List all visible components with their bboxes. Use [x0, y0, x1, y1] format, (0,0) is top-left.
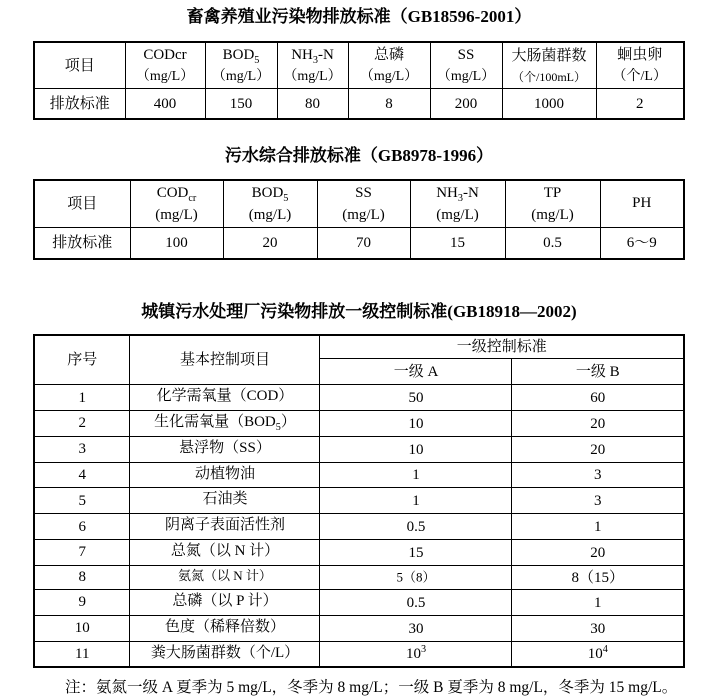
param-text: NH: [436, 184, 458, 201]
param-text: SS: [355, 184, 372, 201]
table2-corner-cell: 项目: [34, 180, 130, 228]
table1-value-tp: 8: [348, 88, 430, 119]
table3-title: 城镇污水处理厂污染物排放一级控制标准(GB18918—2002): [141, 301, 577, 321]
value-b-text: 3: [593, 467, 602, 484]
item-text: 粪大肠菌群数（个/L）: [150, 644, 300, 661]
value-a-text: 0.5: [406, 594, 426, 611]
value-a-superscript: 3: [420, 644, 427, 656]
table3-header-item: 基本控制项目: [130, 335, 320, 385]
table2-header-codcr: [130, 180, 223, 228]
row-no: 11: [34, 641, 130, 667]
item-text: 色度（稀释倍数）: [164, 618, 285, 635]
table-row: [34, 641, 684, 667]
table1-header-coliform: [502, 42, 596, 88]
section-livestock-standard: [0, 7, 718, 120]
param-text-post: -N: [462, 184, 479, 201]
row-item: [130, 411, 320, 437]
param-text: BOD: [222, 46, 255, 63]
item-text: 化学需氧量（COD）: [156, 388, 294, 405]
row-item: [130, 514, 320, 540]
table2-value-ph: 6～9: [600, 228, 684, 259]
row-item: [130, 615, 320, 641]
item-text: 悬浮物（SS）: [179, 439, 271, 456]
table-row: [34, 615, 684, 641]
row-value-a: [320, 514, 512, 540]
row-item: [130, 462, 320, 488]
param-unit: （个/L）: [612, 68, 667, 84]
table2-value-bod5: 20: [223, 228, 317, 259]
param-text-post: -N: [317, 46, 334, 63]
param-unit: （mg/L）: [283, 68, 342, 84]
param-text: 大肠菌群数: [511, 48, 587, 65]
table2-value-codcr: 100: [130, 228, 223, 259]
value-b-text: 10: [587, 646, 603, 663]
param-unit: (mg/L): [248, 207, 292, 224]
row-value-b: [512, 590, 684, 616]
param-text: TP: [543, 184, 562, 201]
table-row: [34, 462, 684, 488]
table1-value-nh3n: 80: [277, 88, 348, 119]
table-row: [34, 488, 684, 514]
param-name: [128, 45, 203, 68]
param-text: PH: [632, 194, 652, 211]
item-text: 总氮（以 N 计）: [170, 543, 280, 560]
row-value-b: [512, 615, 684, 641]
param-name: [351, 45, 428, 68]
table1-value-ascaris-egg: 2: [596, 88, 684, 119]
row-item: [130, 436, 320, 462]
item-text: 阴离子表面活性剂: [164, 517, 285, 534]
param-name: [508, 183, 598, 206]
table1-header-nh3n: [277, 42, 348, 88]
row-no: 2: [34, 411, 130, 437]
section-wastewater-standard: [0, 146, 718, 259]
value-b-text: 1: [593, 519, 602, 535]
param-name: [603, 193, 682, 216]
row-value-a: [320, 615, 512, 641]
table3-group-header-row: [34, 335, 684, 359]
param-text: CODcr: [143, 46, 187, 63]
row-item: [130, 590, 320, 616]
table-livestock-standard: [33, 41, 685, 120]
item-text: 氨氮（以 N 计）: [178, 568, 272, 584]
table2-value-tp: 0.5: [505, 228, 600, 259]
table1-row-label: 排放标准: [34, 88, 125, 119]
row-value-b: [512, 488, 684, 514]
row-no: 10: [34, 615, 130, 641]
table1-header-ascaris-egg: [596, 42, 684, 88]
row-no: 8: [34, 565, 130, 589]
table-row: [34, 540, 684, 566]
table1-title: 畜禽养殖业污染物排放标准（GB18596-2001）: [186, 7, 532, 26]
param-unit: （个/100mL）: [512, 69, 586, 84]
param-subscript: 5: [254, 54, 260, 66]
row-value-a: [320, 641, 512, 667]
row-value-b: [512, 514, 684, 540]
row-value-b: [512, 436, 684, 462]
table1-header-bod5: [205, 42, 277, 88]
param-subscript: 3: [457, 192, 463, 204]
param-subscript: 3: [312, 54, 318, 66]
param-text: 蛔虫卵: [617, 46, 663, 63]
table2-title: 污水综合排放标准（GB8978-1996）: [224, 146, 494, 166]
section-wwtp-standard: [0, 302, 718, 669]
param-name: [433, 45, 500, 68]
param-unit: （mg/L）: [436, 68, 496, 84]
table-wwtp-standard: [33, 334, 685, 668]
value-b-text: 20: [590, 415, 606, 432]
row-value-b: [512, 385, 684, 411]
param-unit: (mg/L): [342, 207, 385, 224]
table3-header-no: 序号: [34, 335, 130, 385]
table1-data-row: [34, 88, 684, 119]
param-name: [505, 46, 594, 69]
table1-value-bod5: 150: [205, 88, 277, 119]
item-text: 生化需氧量（BOD: [154, 414, 276, 431]
row-item: [130, 385, 320, 411]
param-text: SS: [457, 46, 475, 63]
param-name: [208, 45, 275, 68]
table2-header-tp: [505, 180, 600, 228]
value-a-text: 10: [408, 415, 424, 432]
table-wastewater-standard: [33, 179, 685, 260]
table1-header-ss: [430, 42, 502, 88]
value-a-text: 1: [412, 493, 420, 510]
param-text: COD: [156, 184, 189, 201]
value-a-text: 15: [408, 544, 424, 561]
value-b-text: 30: [590, 620, 606, 637]
table2-header-row: [34, 180, 684, 228]
value-b-text: 20: [590, 441, 606, 458]
row-no: 1: [34, 385, 130, 411]
row-no: 5: [34, 488, 130, 514]
footnote: 注：氨氮一级 A 夏季为 5 mg/L，冬季为 8 mg/L；一级 B 夏季为 8 mg/L，冬季为 15 mg/L。: [65, 679, 678, 696]
param-name: [133, 183, 221, 206]
table2-header-bod5: [223, 180, 317, 228]
table-row: [34, 411, 684, 437]
row-value-a: [320, 436, 512, 462]
table3-header-group: 一级控制标准: [320, 335, 684, 359]
row-value-b: [512, 462, 684, 488]
item-subscript: 5: [275, 422, 281, 434]
table-row: [34, 514, 684, 540]
row-item: [130, 540, 320, 566]
param-subscript: 5: [283, 192, 289, 204]
row-no: 3: [34, 436, 130, 462]
table-row: [34, 590, 684, 616]
row-no: 7: [34, 540, 130, 566]
item-text: 石油类: [202, 491, 248, 508]
table1-header-row: [34, 42, 684, 88]
table1-value-coliform: 1000: [502, 88, 596, 119]
row-value-a: [320, 540, 512, 566]
value-a-text: 30: [408, 620, 424, 637]
value-a-text: 1: [412, 467, 420, 484]
param-unit: （mg/L）: [359, 68, 419, 84]
param-text: NH: [291, 46, 313, 63]
table1-value-codcr: 400: [125, 88, 205, 119]
param-subscript: cr: [188, 192, 197, 204]
value-a-text: 10: [405, 646, 421, 663]
param-name: [280, 45, 346, 68]
row-value-a: [320, 385, 512, 411]
table3-header-grade-b: 一级 B: [512, 359, 684, 385]
param-name: [413, 183, 503, 206]
row-no: 6: [34, 514, 130, 540]
table-row: [34, 385, 684, 411]
item-text: 总磷（以 P 计）: [172, 593, 278, 610]
param-unit: (mg/L): [436, 207, 479, 224]
value-a-text: 50: [408, 390, 424, 407]
table2-header-nh3n: [410, 180, 505, 228]
row-no: 9: [34, 590, 130, 616]
table1-header-tp: [348, 42, 430, 88]
param-text: 总磷: [373, 46, 404, 63]
row-value-b: [512, 641, 684, 667]
value-a-text: 5（8）: [396, 569, 436, 585]
row-value-a: [320, 462, 512, 488]
row-value-a: [320, 488, 512, 514]
table-row: [34, 565, 684, 589]
value-b-text: 60: [590, 390, 606, 407]
value-b-text: 1: [593, 594, 602, 611]
row-item: [130, 565, 320, 589]
param-unit: (mg/L): [155, 207, 198, 224]
row-value-a: [320, 411, 512, 437]
param-name: [599, 45, 682, 68]
item-text-post: ）: [280, 414, 296, 431]
value-a-text: 10: [408, 441, 424, 458]
param-unit: (mg/L): [531, 207, 574, 224]
table2-data-row: [34, 228, 684, 259]
row-value-b: [512, 565, 684, 589]
table2-header-ph: [600, 180, 684, 228]
table3-header-grade-a: 一级 A: [320, 359, 512, 385]
value-b-text: 20: [590, 544, 606, 561]
param-name: [226, 183, 315, 206]
table1-corner-cell: 项目: [34, 42, 125, 88]
table2-value-nh3n: 15: [410, 228, 505, 259]
row-value-b: [512, 540, 684, 566]
value-b-superscript: 4: [602, 644, 608, 656]
item-text: 动植物油: [194, 465, 255, 482]
param-unit: （mg/L）: [211, 68, 271, 84]
table2-row-label: 排放标准: [34, 228, 130, 259]
table1-header-codcr: [125, 42, 205, 88]
param-name: [320, 183, 408, 206]
value-b-text: 3: [593, 493, 602, 510]
table2-value-ss: 70: [317, 228, 410, 259]
row-no: 4: [34, 462, 130, 488]
table1-value-ss: 200: [430, 88, 502, 119]
param-unit: （mg/L）: [135, 68, 195, 84]
row-value-b: [512, 411, 684, 437]
row-item: [130, 488, 320, 514]
param-text: BOD: [251, 184, 284, 201]
value-a-text: 0.5: [406, 519, 426, 535]
row-value-a: [320, 590, 512, 616]
table2-header-ss: [317, 180, 410, 228]
value-b-text: 8（15）: [571, 569, 624, 586]
row-value-a: [320, 565, 512, 589]
table-row: [34, 436, 684, 462]
row-item: [130, 641, 320, 667]
